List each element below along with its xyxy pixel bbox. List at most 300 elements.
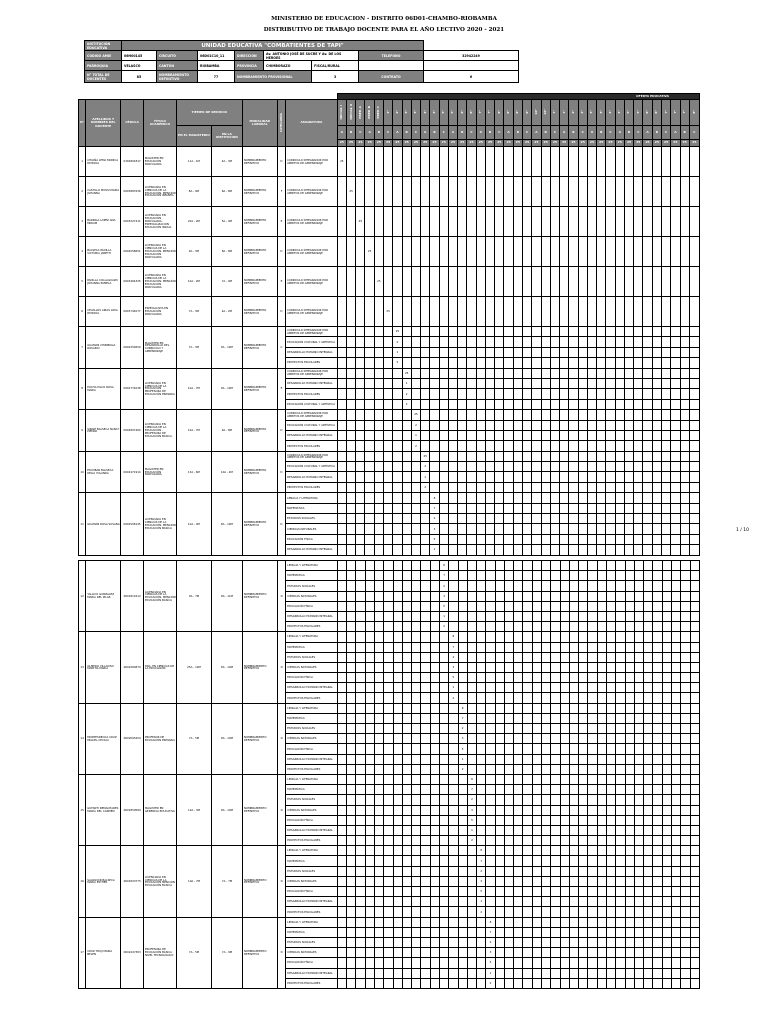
grade-cell (467, 744, 476, 754)
grade-cell (634, 652, 643, 662)
assigned-hours: 2 (449, 652, 458, 662)
grade-cell (356, 734, 365, 744)
grade-cell (477, 937, 486, 947)
grade-cell (569, 703, 578, 713)
grade-cell (458, 472, 467, 482)
grade-cell (644, 571, 653, 581)
grade-cell (384, 927, 393, 937)
grade-cell (439, 968, 448, 978)
grade-cell (681, 958, 690, 968)
grade-cell (542, 968, 551, 978)
grade-cell (356, 462, 365, 472)
grade-cell (644, 978, 653, 988)
grade-cell (374, 493, 383, 503)
grade-cell (495, 866, 504, 876)
grade-cell (662, 764, 671, 774)
grade-cell (485, 207, 494, 237)
grade-cell (532, 591, 541, 601)
grade-cell (393, 399, 402, 409)
grade-cell (439, 724, 448, 734)
grade-cell (523, 683, 532, 693)
subject-name: EDUCACIÓN CULTURAL Y ARTÍSTICA (286, 462, 338, 472)
grade-cell (486, 642, 495, 652)
assigned-hours: 25 (411, 410, 420, 420)
grade-cell (523, 897, 532, 907)
grade-cell (587, 399, 596, 409)
grade-cell (523, 581, 532, 591)
grade-cell (681, 856, 690, 866)
grade-cell (615, 347, 624, 357)
grade-cell (467, 937, 476, 947)
grade-cell (374, 177, 383, 207)
grade-cell (560, 389, 569, 399)
teacher-number: 4 (79, 237, 86, 267)
grade-cell (458, 937, 467, 947)
grade-cell (560, 601, 569, 611)
grade-cell (485, 177, 494, 207)
grade-cell (513, 441, 522, 451)
grade-cell (532, 524, 541, 534)
grade-cell (671, 856, 680, 866)
grade-cell (653, 581, 662, 591)
grade-cell (616, 571, 625, 581)
teacher-time-magisterio: 10A - 4M (176, 493, 211, 555)
grade-cell (550, 534, 559, 544)
grade-cell (486, 887, 495, 897)
grade-cell (504, 683, 513, 693)
grade-cell (662, 693, 671, 703)
grade-cell (587, 514, 596, 524)
subject-name: ESTUDIOS SOCIALES (286, 937, 338, 947)
grade-cell (671, 399, 680, 409)
grade-cell (393, 571, 402, 581)
teacher-categoria: D (278, 632, 286, 703)
grade-cell (532, 968, 541, 978)
grade-cell (365, 734, 374, 744)
grade-cell (365, 785, 374, 795)
grade-cell (458, 482, 467, 492)
grade-header-text: 5° (441, 110, 446, 114)
grade-cell (412, 632, 421, 642)
grade-cell (551, 836, 560, 846)
grade-cell (393, 267, 402, 297)
grade-cell (393, 451, 402, 461)
grade-cell (513, 503, 522, 513)
grade-cell (504, 897, 513, 907)
grade-cell (652, 389, 661, 399)
grade-cell (514, 917, 523, 927)
grade-cell (662, 825, 671, 835)
grade-cell (384, 764, 393, 774)
grade-cell (597, 493, 606, 503)
grade-cell (365, 887, 374, 897)
grade-cell (430, 441, 439, 451)
grade-cell (578, 451, 587, 461)
grade-cell (337, 948, 346, 958)
assigned-hours: 1 (477, 897, 486, 907)
grade-cell (579, 795, 588, 805)
grade-cell (356, 876, 365, 886)
grade-cell (588, 968, 597, 978)
grade-cell (615, 147, 624, 177)
grade-cell (625, 927, 634, 937)
grade-cell (606, 389, 615, 399)
grade-cell (541, 534, 550, 544)
grade-cell (579, 642, 588, 652)
grade-cell (587, 147, 596, 177)
grade-cell (644, 754, 653, 764)
grade-cell (560, 917, 569, 927)
grade-cell (550, 493, 559, 503)
grade-cell (347, 856, 356, 866)
assigned-hours: 7 (439, 571, 448, 581)
grade-cell (486, 897, 495, 907)
grade-cell (495, 662, 504, 672)
grade-cell (504, 327, 513, 337)
grade-cell (421, 632, 430, 642)
grade-cell (615, 389, 624, 399)
grade-cell (477, 754, 486, 764)
grade-cell (551, 693, 560, 703)
grade-cell (421, 571, 430, 581)
grade-cell (402, 856, 411, 866)
grade-cell (588, 795, 597, 805)
grade-cell (486, 876, 495, 886)
parallel-letter: A (587, 126, 596, 140)
grade-cell (560, 177, 569, 207)
grade-header-text: 10° (533, 109, 538, 115)
assigned-hours: 3 (439, 591, 448, 601)
grade-cell (504, 503, 513, 513)
grade-cell (439, 514, 448, 524)
grade-cell (412, 764, 421, 774)
teacher-time-institucion: 4A - 3M (211, 147, 242, 177)
grade-cell (477, 601, 486, 611)
table-row (79, 493, 700, 503)
grade-cell (532, 632, 541, 642)
grade-cell (644, 561, 653, 571)
grade-cell (430, 462, 439, 472)
grade-cell (402, 744, 411, 754)
grade-cell (550, 462, 559, 472)
teacher-name: ESCOBAR BALSECA DELIA YOLANDA (86, 451, 121, 493)
subject-name: CURRICULO INTEGRADOR POR AMBITOS DE APRENDIZAJE (286, 207, 338, 237)
teacher-modalidad: NOMBRAMIENTO DEFINITIVO (242, 846, 277, 917)
assigned-hours: 2 (411, 441, 420, 451)
grade-cell (337, 493, 346, 503)
grade-cell (671, 907, 680, 917)
grade-cell (569, 927, 578, 937)
parallel-letter: B (430, 126, 439, 140)
grade-cell (597, 399, 606, 409)
subject-name: CURRICULO INTEGRADOR POR AMBITOS DE APRENDIZAJE (286, 297, 338, 327)
grade-cell (616, 897, 625, 907)
grade-cell (374, 673, 383, 683)
provincia-label: PROVINCIA (235, 61, 264, 71)
grade-cell (421, 430, 430, 440)
grade-header (550, 100, 559, 126)
grade-cell (458, 207, 467, 237)
grade-cell (485, 399, 494, 409)
grade-cell (569, 856, 578, 866)
grade-cell (365, 147, 374, 177)
grade-cell (411, 462, 420, 472)
grade-cell (439, 662, 448, 672)
grade-header (569, 100, 578, 126)
teacher-time-magisterio: 10A - 7M (176, 846, 211, 917)
grade-cell (356, 673, 365, 683)
grade-cell (625, 815, 634, 825)
grade-cell (439, 683, 448, 693)
grade-cell (587, 177, 596, 207)
grade-cell (616, 887, 625, 897)
grade-cell (485, 410, 494, 420)
grade-cell (402, 897, 411, 907)
grade-cell (439, 795, 448, 805)
teacher-categoria: F (277, 177, 285, 207)
teacher-name: SALVADOR BALSECA MARÍA ESTHER (86, 846, 121, 917)
grade-cell (587, 267, 596, 297)
grade-cell (356, 652, 365, 662)
grade-cell (597, 876, 606, 886)
subject-name: DESARROLLO HUMANO INTEGRAL (286, 611, 338, 621)
grade-cell (597, 866, 606, 876)
grade-cell (495, 368, 504, 378)
grade-cell (569, 493, 578, 503)
grade-cell (448, 420, 457, 430)
teacher-number: 17 (79, 917, 86, 988)
grade-cell (347, 754, 356, 764)
grade-cell (384, 897, 393, 907)
grade-cell (606, 534, 615, 544)
teacher-categoria: E (277, 267, 285, 297)
grade-cell (356, 524, 365, 534)
teacher-time-magisterio: 7A - 3M (176, 327, 211, 369)
parallel-hours: 25 (661, 140, 670, 147)
grade-cell (439, 482, 448, 492)
assigned-hours: 3 (477, 876, 486, 886)
grade-cell (607, 907, 616, 917)
grade-cell (513, 399, 522, 409)
grade-cell (393, 378, 402, 388)
grade-cell (560, 734, 569, 744)
subject-name: CIENCIAS NATURALES (286, 662, 338, 672)
grade-cell (597, 907, 606, 917)
grade-cell (514, 825, 523, 835)
assigned-hours: 2 (477, 866, 486, 876)
grade-cell (467, 327, 476, 337)
grade-cell (365, 703, 374, 713)
grade-cell (374, 632, 383, 642)
grade-cell (551, 876, 560, 886)
teacher-time-institucion: 7A - 9M (211, 267, 242, 297)
grade-cell (616, 652, 625, 662)
grade-cell (514, 581, 523, 591)
grade-cell (597, 503, 606, 513)
grade-cell (504, 472, 513, 482)
grade-cell (588, 866, 597, 876)
grade-cell (532, 836, 541, 846)
grade-cell (671, 177, 680, 207)
grade-cell (532, 825, 541, 835)
grade-cell (476, 441, 485, 451)
grade-cell (616, 825, 625, 835)
grade-cell (430, 673, 439, 683)
grade-cell (485, 462, 494, 472)
grade-cell (485, 327, 494, 337)
parallel-letter: B (346, 126, 355, 140)
grade-cell (662, 927, 671, 937)
grade-cell (412, 774, 421, 784)
teacher-modalidad: NOMBRAMIENTO DEFINITIVO (242, 177, 277, 207)
grade-cell (634, 713, 643, 723)
grade-cell (532, 514, 541, 524)
grade-cell (514, 744, 523, 754)
grade-cell (532, 368, 541, 378)
assigned-hours: 25 (384, 297, 393, 327)
grade-cell (587, 347, 596, 357)
grade-cell (504, 673, 513, 683)
grade-cell (560, 368, 569, 378)
grade-cell (439, 545, 448, 555)
grade-cell (569, 545, 578, 555)
grade-cell (689, 207, 699, 237)
grade-cell (485, 482, 494, 492)
grade-cell (374, 591, 383, 601)
grade-cell (430, 451, 439, 461)
grade-cell (597, 724, 606, 734)
grade-cell (681, 805, 690, 815)
grade-cell (430, 887, 439, 897)
grade-cell (346, 534, 355, 544)
grade-cell (671, 147, 680, 177)
grade-cell (532, 958, 541, 968)
grade-cell (467, 673, 476, 683)
grade-header (467, 100, 476, 126)
grade-cell (337, 571, 346, 581)
grade-cell (523, 561, 532, 571)
grade-cell (384, 632, 393, 642)
grade-cell (690, 927, 699, 937)
grade-cell (421, 764, 430, 774)
grade-cell (607, 836, 616, 846)
grade-cell (374, 389, 383, 399)
grade-cell (578, 358, 587, 368)
grade-cell (356, 420, 365, 430)
grade-cell (421, 948, 430, 958)
grade-header-text: 3° (589, 110, 594, 114)
grade-cell (587, 327, 596, 337)
grade-cell (523, 703, 532, 713)
grade-cell (439, 652, 448, 662)
grade-cell (588, 571, 597, 581)
grade-cell (671, 347, 680, 357)
grade-cell (421, 917, 430, 927)
grade-cell (588, 652, 597, 662)
grade-cell (458, 785, 467, 795)
grade-cell (458, 561, 467, 571)
grade-cell (504, 177, 513, 207)
grade-cell (560, 622, 569, 632)
grade-cell (412, 785, 421, 795)
grade-cell (346, 358, 355, 368)
grade-cell (560, 856, 569, 866)
assigned-hours: 7 (467, 785, 476, 795)
grade-cell (467, 978, 476, 988)
grade-cell (513, 462, 522, 472)
grade-header-text: 5° (450, 110, 455, 114)
grade-cell (448, 147, 457, 177)
grade-cell (523, 785, 532, 795)
grade-cell (504, 441, 513, 451)
grade-cell (653, 764, 662, 774)
grade-cell (374, 948, 383, 958)
grade-cell (365, 430, 374, 440)
grade-cell (653, 795, 662, 805)
grade-cell (486, 652, 495, 662)
grade-cell (495, 887, 504, 897)
assigned-hours: 2 (402, 399, 411, 409)
grade-cell (542, 622, 551, 632)
grade-cell (625, 744, 634, 754)
grade-cell (504, 764, 513, 774)
grade-cell (523, 724, 532, 734)
grade-cell (374, 534, 383, 544)
grade-cell (514, 795, 523, 805)
grade-cell (337, 524, 346, 534)
grade-cell (560, 237, 569, 267)
grade-cell (607, 652, 616, 662)
grade-cell (514, 815, 523, 825)
grade-cell (616, 856, 625, 866)
grade-cell (551, 734, 560, 744)
grade-cell (467, 846, 476, 856)
grade-cell (337, 836, 346, 846)
grade-cell (384, 887, 393, 897)
grade-cell (495, 472, 504, 482)
grade-cell (569, 441, 578, 451)
grade-cell (495, 514, 504, 524)
grade-cell (514, 887, 523, 897)
grade-cell (607, 958, 616, 968)
grade-cell (421, 237, 430, 267)
grade-cell (402, 347, 411, 357)
grade-cell (514, 571, 523, 581)
grade-cell (532, 978, 541, 988)
grade-cell (356, 451, 365, 461)
grade-cell (411, 358, 420, 368)
grade-cell (477, 958, 486, 968)
grade-cell (588, 856, 597, 866)
grade-cell (523, 866, 532, 876)
grade-cell (653, 642, 662, 652)
grade-cell (439, 876, 448, 886)
grade-cell (569, 754, 578, 764)
grade-cell (551, 754, 560, 764)
grade-cell (337, 420, 346, 430)
grade-cell (569, 451, 578, 461)
grade-cell (643, 237, 652, 267)
grade-cell (458, 430, 467, 440)
grade-cell (421, 754, 430, 764)
amie-value: 06H00145 (122, 51, 157, 61)
grade-cell (689, 420, 699, 430)
grade-cell (421, 534, 430, 544)
grade-cell (680, 297, 689, 327)
grade-cell (347, 642, 356, 652)
grade-cell (430, 724, 439, 734)
parallel-hours: 25 (624, 140, 633, 147)
